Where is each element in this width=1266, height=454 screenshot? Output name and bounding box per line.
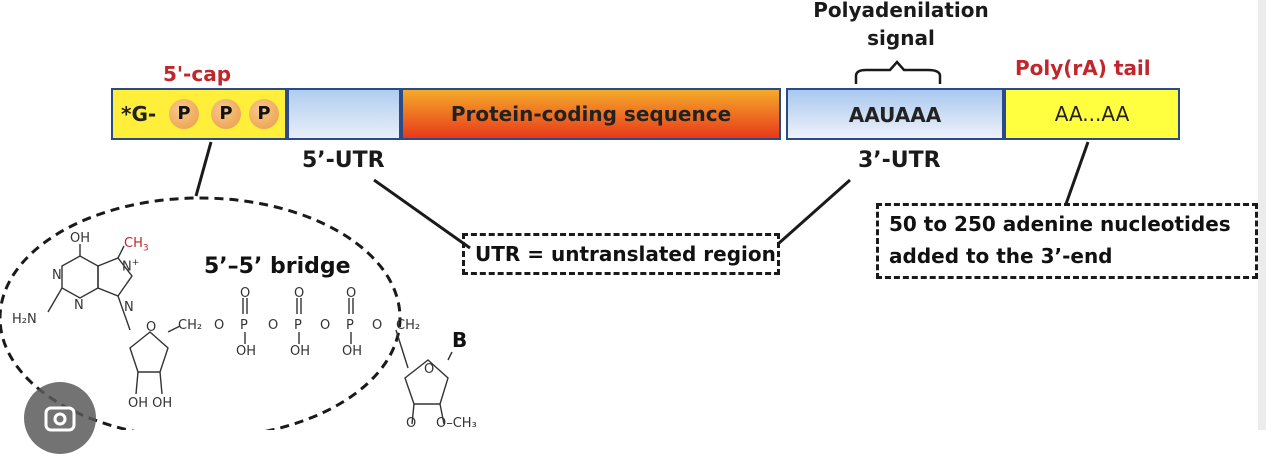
phosphate-circle: P	[211, 99, 241, 129]
lens-search-button[interactable]	[24, 382, 96, 454]
scrollbar[interactable]	[1258, 0, 1266, 430]
five-utr-label: 5’-UTR	[302, 148, 385, 173]
och3-label: O–CH₃	[436, 416, 477, 431]
phosphate-circle: P	[249, 99, 279, 129]
ch3-label	[124, 236, 149, 254]
cap-connector	[196, 142, 211, 196]
ring-o-label: O	[424, 362, 435, 377]
oh-label: OH	[236, 344, 257, 359]
n-label: N	[74, 298, 84, 313]
triphosphate-chain	[243, 298, 408, 368]
n-label: N	[124, 300, 134, 315]
five-utr-connector	[374, 180, 470, 248]
tail-info-line2: added to the 3’-end	[889, 244, 1113, 268]
guanine-structure	[48, 244, 132, 330]
ring-o-label: O	[146, 320, 157, 335]
oh-label: OH	[342, 344, 363, 359]
n-plus-label	[122, 258, 139, 274]
polya-tail-label: Poly(rA) tail	[1015, 56, 1151, 80]
tail-sequence-text: AA...AA	[1054, 102, 1130, 126]
p-label: P	[346, 318, 354, 333]
o-label: O	[406, 416, 417, 431]
three-utr-connector	[778, 180, 850, 244]
three-utr-label: 3’-UTR	[858, 148, 941, 173]
o-label: O	[346, 286, 357, 301]
five-cap-label: 5'-cap	[163, 62, 232, 86]
poly-signal-line1: Polyadenilation	[813, 0, 989, 22]
tail-connector	[1066, 142, 1088, 204]
h2n-label: H₂N	[12, 312, 37, 327]
p-label: P	[240, 318, 248, 333]
ch3-subscript: 3	[142, 243, 149, 254]
ribose-structure-1	[130, 326, 180, 394]
plus-superscript: +	[131, 258, 140, 268]
o-label: O	[214, 318, 225, 333]
ch2-label: CH₂	[178, 318, 203, 333]
oh-label: OH	[290, 344, 311, 359]
camera-search-icon	[24, 382, 96, 454]
ch2-label: CH₂	[396, 318, 421, 333]
p-label: P	[294, 318, 302, 333]
n-label: N	[52, 268, 62, 283]
coding-text: Protein-coding sequence	[450, 102, 732, 126]
bridge-title: 5’–5’ bridge	[204, 254, 351, 279]
o-label: O	[294, 286, 305, 301]
o-label: O	[268, 318, 279, 333]
signal-bracket	[856, 62, 940, 84]
o-label: O	[240, 286, 251, 301]
ch3-text: CH	[124, 236, 143, 251]
phosphate-circle: P	[169, 99, 199, 129]
o-label: O	[372, 318, 383, 333]
ribose-oh-label: OH OH	[128, 396, 173, 411]
base-b-label: B	[452, 328, 468, 352]
cap-g-text: *G-	[121, 102, 157, 126]
utr-definition-text: UTR = untranslated region	[475, 242, 776, 266]
n-plus-text: N	[122, 259, 132, 275]
o-label: O	[320, 318, 331, 333]
tail-info-line1: 50 to 250 adenine nucleotides	[889, 212, 1231, 236]
poly-signal-line2: signal	[867, 26, 935, 50]
signal-sequence-text: AAUAAA	[848, 103, 942, 127]
oh-label: OH	[70, 231, 91, 246]
